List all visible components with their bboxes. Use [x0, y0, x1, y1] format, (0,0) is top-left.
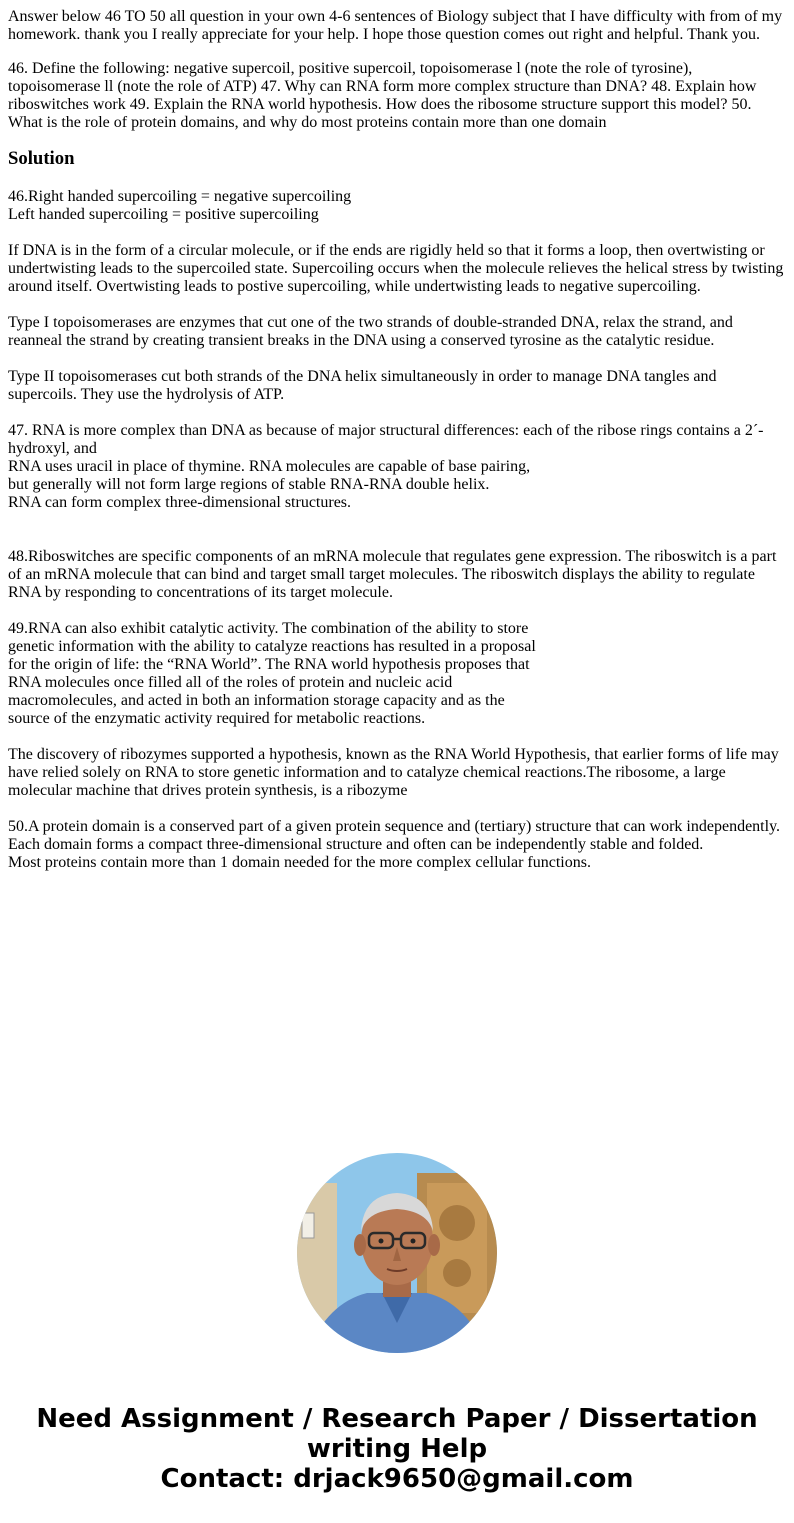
- answer-49-line-2: genetic information with the ability to catalyze reactions has resulted in a proposal: [8, 638, 536, 655]
- answer-47-line-2: RNA uses uracil in place of thymine. RNA molecules are capable of base pairing,: [8, 458, 531, 475]
- answer-49-line-5: macromolecules, and acted in both an information storage capacity and as the: [8, 692, 505, 709]
- answer-47: [8, 422, 786, 548]
- answer-48-paragraph: 48.Riboswitches are specific components of an mRNA molecule that regulates gene expression. The riboswitch is a part of an mRNA molecule that can bind and target small target molecules. The riboswitch displays the ability to regulate RNA by responding to concentrations of its target molecule.: [8, 548, 777, 601]
- answer-49: [8, 620, 786, 818]
- author-portrait-illustration: [297, 1153, 497, 1353]
- author-avatar: [297, 1153, 497, 1353]
- answer-46-topoisomerase-1-paragraph: Type I topoisomerases are enzymes that cut one of the two strands of double-stranded DNA, relax the strand, and reanneal the strand by creating transient breaks in the DNA using a conserved tyrosine as the catalytic residue.: [8, 314, 733, 349]
- answer-50: [8, 818, 786, 872]
- answer-47-line-4: RNA can form complex three-dimensional structures.: [8, 494, 352, 511]
- promo-contact-line: Contact: drjack9650@gmail.com: [160, 1464, 634, 1494]
- answer-46-supercoil-paragraph: If DNA is in the form of a circular molecule, or if the ends are rigidly held so that it forms a loop, then overtwisting or undertwisting leads to the supercoiled state. Supercoiling occurs when the molecule relieves the helical stress by twisting around itself. Overtwisting leads to postive supercoiling, while undertwisting leads to negative supercoiling.: [8, 242, 784, 295]
- answer-46-topoisomerase-2-paragraph: Type II topoisomerases cut both strands of the DNA helix simultaneously in order to manage DNA tangles and supercoils. They use the hydrolysis of ATP.: [8, 368, 717, 403]
- answer-46-line-2: Left handed supercoiling = positive supercoiling: [8, 206, 319, 223]
- answer-49-ribozyme-paragraph: The discovery of ribozymes supported a hypothesis, known as the RNA World Hypothesis, that earlier forms of life may have relied solely on RNA to store genetic information and to catalyze chemical reactions.The ribosome, a large molecular machine that drives protein synthesis, is a ribozyme: [8, 746, 779, 799]
- answer-50-line-1: 50.A protein domain is a conserved part of a given protein sequence and (tertiary) structure that can work independently. Each domain forms a compact three-dimensional structure and often can be independently stable and folded.: [8, 818, 781, 853]
- answer-47-line-1: 47. RNA is more complex than DNA as because of major structural differences: each of the ribose rings contains a 2´-hydroxyl, and: [8, 422, 764, 457]
- promo-line-1: Need Assignment / Research Paper / Dissertation: [36, 1404, 758, 1434]
- promo-line-2: writing Help: [306, 1434, 488, 1464]
- answer-47-line-3: but generally will not form large regions of stable RNA-RNA double helix.: [8, 476, 490, 493]
- promo-banner: [0, 1404, 794, 1494]
- question-intro: Answer below 46 TO 50 all question in your own 4-6 sentences of Biology subject that I have difficulty with from of my homework. thank you I really appreciate for your help. I hope those question comes out right and helpful. Thank you.: [8, 8, 783, 43]
- answer-46-line-1: 46.Right handed supercoiling = negative supercoiling: [8, 188, 352, 205]
- question-body: 46. Define the following: negative supercoil, positive supercoil, topoisomerase l (note the role of tyrosine), topoisomerase ll (note the role of ATP) 47. Why can RNA form more complex structure than DNA? 48. Explain how riboswitches work 49. Explain the RNA world hypothesis. How does the ribosome structure support this model? 50. What is the role of protein domains, and why do most proteins contain more than one domain: [8, 60, 757, 131]
- answer-49-line-4: RNA molecules once filled all of the roles of protein and nucleic acid: [8, 674, 453, 691]
- answer-49-line-3: for the origin of life: the “RNA World”. The RNA world hypothesis proposes that: [8, 656, 530, 673]
- answer-48: [8, 548, 786, 620]
- answer-49-line-1: 49.RNA can also exhibit catalytic activity. The combination of the ability to store: [8, 620, 529, 637]
- solution-heading: Solution: [8, 148, 75, 169]
- answer-50-line-2: Most proteins contain more than 1 domain needed for the more complex cellular functions.: [8, 854, 591, 871]
- answer-46: [8, 188, 786, 422]
- answer-49-line-6: source of the enzymatic activity required for metabolic reactions.: [8, 710, 426, 727]
